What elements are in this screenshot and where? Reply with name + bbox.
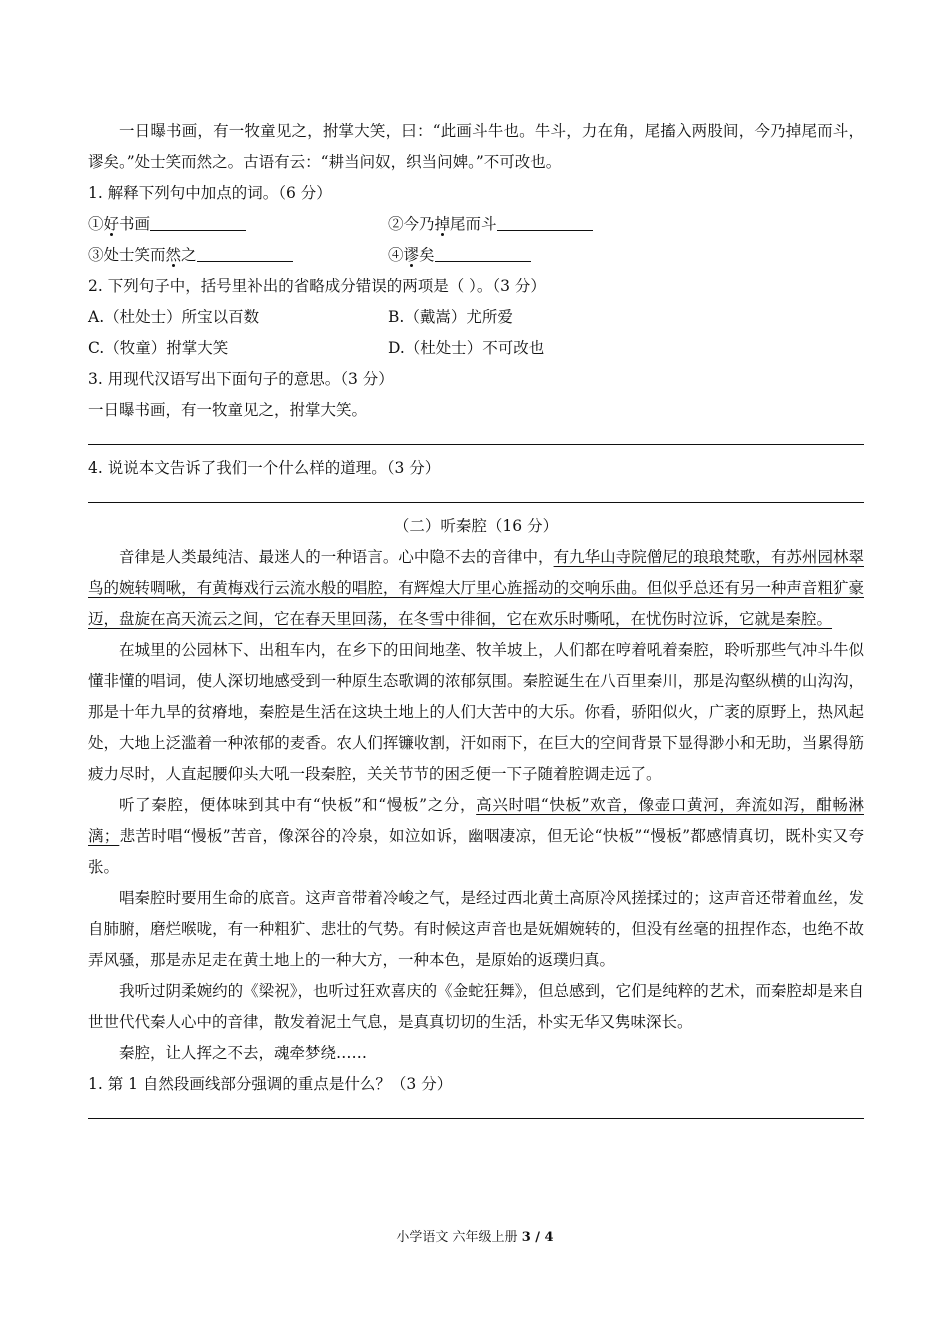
article-paragraph-2: 在城里的公园林下、出租车内，在乡下的田间地垄、牧羊坡上，人们都在哼着吼着秦腔，聆听那些气冲斗牛似懂非懂的唱词，使人深切地感受到一种原生态歌调的浓郁氛围。秦腔诞生在八百里秦川，那是沟壑纵横的山沟沟，那是十年九旱的贫瘠地，秦腔是生活在这块土地上的人们大苦中的大乐。你看，骄阳似火，广袤的原野上，热风起处，大地上泛滥着一种浓郁的麦香。农人们挥镰收割，汗如雨下，在巨大的空间背景下显得渺小和无助，当累得筋疲力尽时，人直起腰仰头大吼一段秦腔，关关节节的困乏便一下子随着腔调走远了。 [88, 641, 864, 783]
option-d[interactable]: D.（杜处士）不可改也 [388, 339, 545, 357]
option-a[interactable]: A.（杜处士）所宝以百数 [88, 308, 260, 326]
answer-blank[interactable] [497, 212, 593, 231]
question-1-item-3: ③处士笑而然之 [88, 240, 388, 271]
article-paragraph-3: 听了秦腔，便体味到其中有“快板”和“慢板”之分，高兴时唱“快板”欢音，像壶口黄河，奔流如泻，酣畅淋漓；悲苦时唱“慢板”苦音，像深谷的冷泉，如泣如诉，幽咽凄凉，但无论“快板”“慢板”都感情真切，既朴实又夸张。 [88, 796, 864, 876]
article-paragraph-1: 音律是人类最纯洁、最迷人的一种语言。心中隐不去的音律中，有九华山寺院僧尼的琅琅梵歌，有苏州园林翠鸟的婉转啁啾，有黄梅戏行云流水般的唱腔，有辉煌大厅里心旌摇动的交响乐曲。但似乎总还有另一种声音粗犷豪迈，盘旋在高天流云之间，它在春天里回荡，在冬雪中徘徊，它在欢乐时嘶吼，在忧伤时泣诉，它就是秦腔。 [88, 548, 864, 628]
question-1-item-4: ④谬矣 [388, 240, 531, 271]
section-title: （二）听秦腔（16 分） [393, 517, 559, 535]
question-1-row-1 [88, 209, 864, 240]
passage-paragraph: 一日曝书画，有一牧童见之，拊掌大笑，曰：“此画斗牛也。牛斗，力在角，尾搐入两股间，今乃掉尾而斗，谬矣。”处士笑而然之。古语有云：“耕当问奴，织当问婢。”不可改也。 [88, 122, 864, 171]
article-paragraph-4: 唱秦腔时要用生命的底音。这声音带着冷峻之气，是经过西北黄土高原冷风搓揉过的；这声音还带着血丝，发自肺腑，磨烂喉咙，有一种粗犷、悲壮的气势。有时候这声音也是妩媚婉转的，但没有丝毫的扭捏作态，也绝不故弄风骚，那是赤足走在黄土地上的一种大方，一种本色，是原始的返璞归真。 [88, 889, 864, 969]
question-1-item-2: ②今乃掉尾而斗 [388, 209, 593, 240]
option-b[interactable]: B.（戴嵩）尤所爱 [388, 308, 513, 326]
answer-blank[interactable] [150, 212, 246, 231]
answer-line[interactable] [88, 426, 864, 445]
dotted-word: 掉 [434, 215, 451, 233]
question-3-title: 3. 用现代汉语写出下面句子的意思。（3 分） [88, 370, 394, 388]
footer-label: 小学语文 六年级上册 [396, 1230, 522, 1245]
underlined-text: 有九华山寺院僧尼的琅琅梵歌，有苏州园林翠鸟的婉转啁啾，有黄梅戏行云流水般的唱腔，有辉煌大厅里心旌摇动的交响乐曲。但似乎总还有另一种声音粗犷豪迈，盘旋在高天流云之间，它在春天里回荡，在冬雪中徘徊，它在欢乐时嘶吼，在忧伤时泣诉，它就是秦腔。 [88, 548, 864, 628]
dotted-word: 谬 [403, 246, 420, 264]
question-2-row-2 [88, 333, 864, 364]
article-paragraph-5: 我听过阴柔婉约的《梁祝》，也听过狂欢喜庆的《金蛇狂舞》，但总感到，它们是纯粹的艺术，而秦腔却是来自世世代代秦人心中的音律，散发着泥土气息，是真真切切的生活，朴实无华又隽味深长。 [88, 982, 864, 1031]
answer-blank[interactable] [197, 243, 293, 262]
answer-line[interactable] [88, 484, 864, 503]
question-1-item-1: ①好书画 [88, 209, 388, 240]
question-1-row-2 [88, 240, 864, 271]
answer-blank[interactable] [435, 243, 531, 262]
answer-line[interactable] [88, 1100, 864, 1119]
question-2-row-1 [88, 302, 864, 333]
question-1-title: 1. 解释下列句中加点的词。（6 分） [88, 184, 332, 202]
question-2-title: 2. 下列句子中，括号里补出的省略成分错误的两项是（ ）。（3 分） [88, 277, 546, 295]
question-3-sentence: 一日曝书画，有一牧童见之，拊掌大笑。 [88, 401, 368, 419]
dotted-word: 然 [165, 246, 182, 264]
section-2-question-1-title: 1. 第 1 自然段画线部分强调的重点是什么？（3 分） [88, 1075, 453, 1093]
page-content [88, 116, 864, 1127]
page-number: 3 / 4 [521, 1230, 554, 1245]
option-c[interactable]: C.（牧童）拊掌大笑 [88, 339, 229, 357]
dotted-word: 好 [103, 215, 120, 233]
underlined-text: 高兴时唱“快板”欢音，像壶口黄河，奔流如泻，酣畅淋漓； [88, 796, 864, 845]
question-4-title: 4. 说说本文告诉了我们一个什么样的道理。（3 分） [88, 459, 441, 477]
article-paragraph-6: 秦腔，让人挥之不去，魂牵梦绕…… [119, 1044, 368, 1062]
page-footer [0, 1226, 950, 1245]
